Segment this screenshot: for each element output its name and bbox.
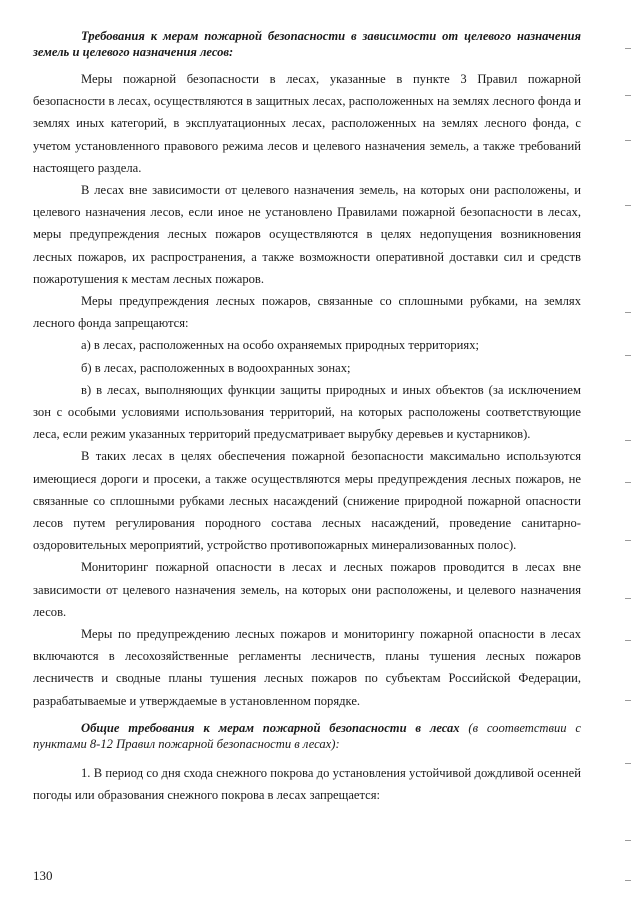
page-number: 130 (33, 868, 53, 883)
paragraph: Мониторинг пожарной опасности в лесах и лесных пожаров проводится в лесах вне зависимости от целевого назначения земель, на которых они расположены, и целевого назначения лесов. (33, 560, 581, 619)
subsection-heading (33, 720, 581, 752)
section-heading: Требования к мерам пожарной безопасности в зависимости от целевого назначения земель и целевого назначения лесов: (33, 29, 581, 59)
list-item: б) в лесах, расположенных в водоохранных зонах; (81, 360, 351, 375)
paragraph: Меры пожарной безопасности в лесах, указанные в пункте 3 Правил пожарной безопасности в лесах, осуществляются в защитных лесах, расположенных на землях лесного фонда и землях иных категорий, в эксплуатационных лесах, расположенных на землях лесного фонда, с учетом установленного правового режима лесов и целевого назначения земель, а также требований настоящего раздела. (33, 72, 581, 175)
subsection-heading-title: Общие требования к мерам пожарной безопасности в лесах (81, 720, 460, 735)
document-page (33, 28, 581, 888)
list-item: в) в лесах, выполняющих функции защиты природных и иных объектов (за исключением зон с особыми условиями использования территорий, на которых расположены соответствующие леса, если режим указанных территорий предусматривает вырубку деревьев и кустарников). (33, 382, 581, 442)
paragraph: Меры по предупреждению лесных пожаров и мониторингу пожарной опасности в лесах включаются в лесохозяйственные регламенты лесничеств, планы тушения лесных пожаров лесничеств и сводные планы тушения лесных пожаров по субъектам Российской Федерации, разрабатываемые и утверждаемые в установленном порядке. (33, 627, 581, 708)
paragraph: Меры предупреждения лесных пожаров, связанные со сплошными рубками, на землях лесного фонда запрещаются: (33, 294, 581, 331)
subsection-heading-note: (в соответствии с пунктами 8-12 Правил пожарной безопасности в лесах): (33, 720, 581, 751)
paragraph: В лесах вне зависимости от целевого назначения земель, на которых они расположены, и целевого назначения лесов, если иное не установлено Правилами пожарной безопасности в лесах, меры предупреждения лесных пожаров осуществляются в целях недопущения возникновения лесных пожаров, их распространения, а также возможности оперативной доставки сил и средств пожаротушения к местам лесных пожаров. (33, 183, 581, 286)
list-item: а) в лесах, расположенных на особо охраняемых природных территориях; (81, 338, 480, 353)
scan-edge-marks (610, 0, 640, 905)
paragraph: 1. В период со дня схода снежного покрова до установления устойчивой дождливой осенней погоды или образования снежного покрова в лесах запрещается: (33, 765, 581, 803)
paragraph: В таких лесах в целях обеспечения пожарной безопасности максимально используются имеющиеся дороги и просеки, а также осуществляются меры предупреждения лесных пожаров, не связанные со сплошными рубками лесных насаждений (снижение природной пожарной опасности лесов путем регулирования породного состава лесных насаждений, проведение санитарно-оздоровительных мероприятий, устройство противопожарных минерализованных полос). (33, 449, 581, 553)
